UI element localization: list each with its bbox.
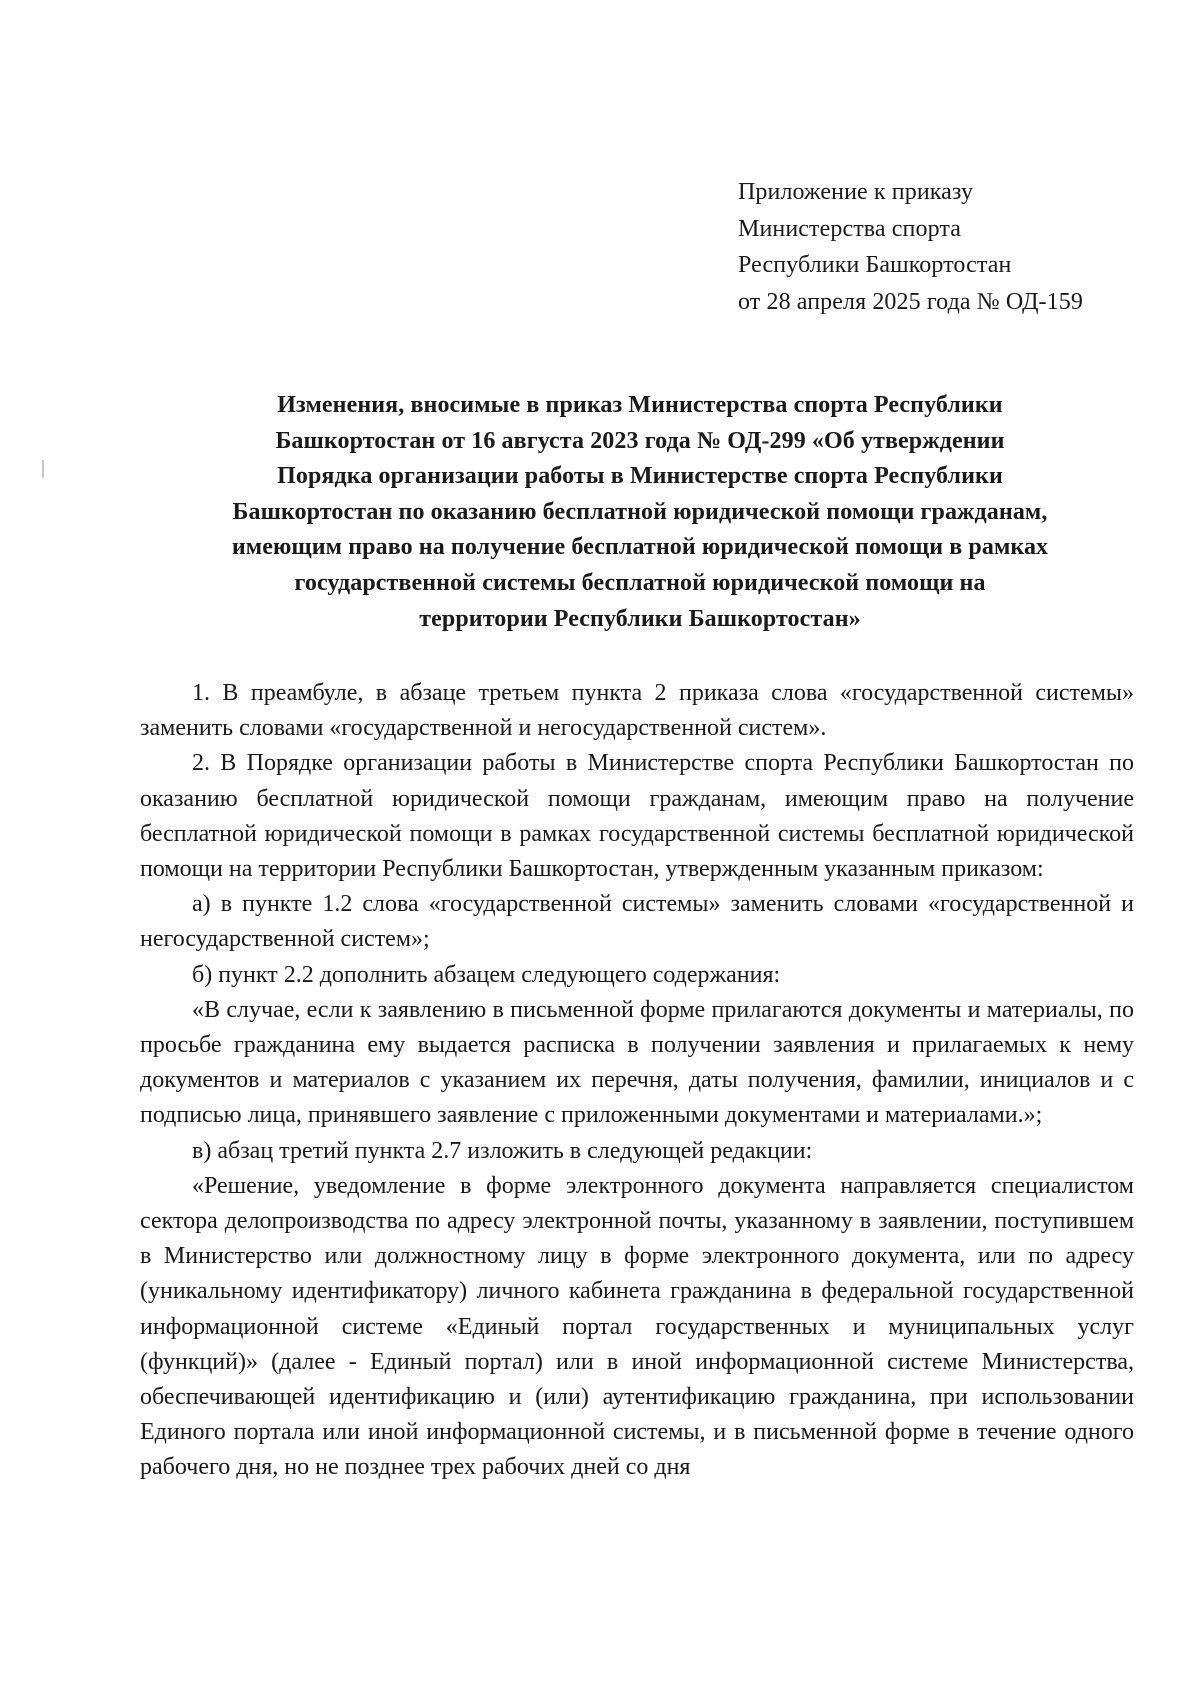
appendix-line: Республики Башкортостан [738,252,1012,278]
paragraph-quote-2: «Решение, уведомление в форме электронного документа направляется специалистом сектора делопроизводства по адресу электронной почты, указанному в заявлении, поступившем в Министерство или должностному лицу в форме электронного документа, или по адресу (уникальному идентификатору) личного кабинета гражданина в федеральной государственной информационной системе «Единый портал государственных и муниципальных услуг (функций)» (далее - Единый портал) или в иной информационной системе Министерства, обеспечивающей идентификацию и (или) аутентификацию гражданина, при использовании Единого портала или иной информационной системы, и в письменной форме в течение одного рабочего дня, но не позднее трех рабочих дней со дня [140,1172,1134,1481]
paragraph-subitem-b: б) пункт 2.2 дополнить абзацем следующего содержания: [192,961,781,988]
document-body [140,676,1134,1486]
paragraph-item-1: 1. В преамбуле, в абзаце третьем пункта 2 приказа слова «государственной системы» заменить словами «государственной и негосударственной систем». [140,680,1134,742]
title-line: Изменения, вносимые в приказ Министерства спорта Республики [277,392,1003,418]
title-line: Башкортостан от 16 августа 2023 года № ОД-299 «Об утверждении [275,427,1005,454]
appendix-header [738,174,1083,320]
title-line: государственной системы бесплатной юридической помощи на [294,569,986,596]
paragraph-item-2: 2. В Порядке организации работы в Министерстве спорта Республики Башкортостан по оказанию бесплатной юридической помощи гражданам, имеющим право на получение бесплатной юридической помощи в рамках государственной системы бесплатной юридической помощи на территории Республики Башкортостан, утвержденным указанным приказом: [140,750,1134,883]
title-line: Башкортостан по оказанию бесплатной юридической помощи гражданам, [232,498,1048,525]
paragraph-subitem-a: а) в пункте 1.2 слова «государственной системы» заменить словами «государственной и негосударственной систем»; [140,891,1134,953]
appendix-line: Министерства спорта [738,215,961,242]
document-title [168,388,1112,637]
scan-margin-mark [42,460,44,478]
paragraph-quote-1: «В случае, если к заявлению в письменной форме прилагаются документы и материалы, по просьбе гражданина ему выдается расписка в получении заявления и прилагаемых к нему документов и материалов с указанием их перечня, даты получения, фамилии, инициалов и с подписью лица, принявшего заявление с приложенными документами и материалами.»; [140,996,1134,1129]
title-line: Порядка организации работы в Министерстве спорта Республики [277,463,1003,490]
appendix-line: от 28 апреля 2025 года № ОД-159 [738,288,1083,315]
appendix-line: Приложение к приказу [738,179,974,205]
title-line: территории Республики Башкортостан» [419,605,861,632]
paragraph-subitem-v: в) абзац третий пункта 2.7 изложить в следующей редакции: [192,1137,813,1164]
title-line: имеющим право на получение бесплатной юридической помощи в рамках [231,534,1049,561]
